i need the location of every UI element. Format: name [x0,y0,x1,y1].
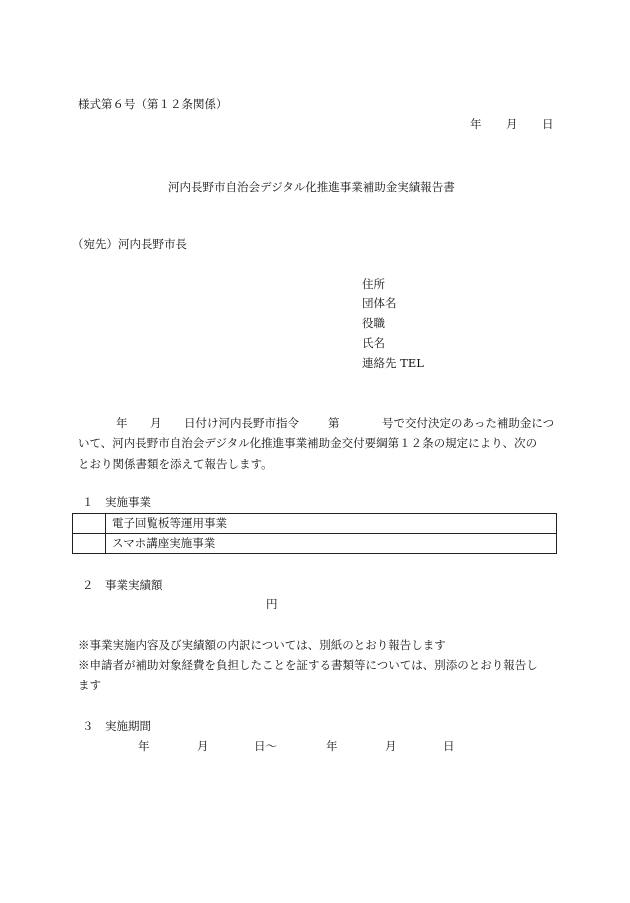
section3-heading: ３ 実施期間 [82,719,151,733]
body-month: 月 [150,416,162,430]
note-2-line-1: ※申請者が補助対象経費を負担したことを証する書類等については、別添のとおり報告し [78,658,538,672]
header-date-month: 月 [506,117,518,131]
period [0,741,630,755]
body-year: 年 [116,416,128,430]
period-end-day: 日 [443,739,455,753]
table-row [73,514,557,534]
amount-unit: 円 [266,597,278,611]
body-date-ref: 日付け河内長野市指令 [184,416,299,430]
section1-heading: １ 実施事業 [82,495,151,509]
business-table [72,513,557,554]
field-position: 役職 [362,316,385,330]
note-2-line-2: ます [78,678,101,692]
body-dai: 第 [328,416,340,430]
checkbox-cell[interactable] [73,534,106,554]
period-start-year: 年 [138,739,150,753]
item-label: スマホ講座実施事業 [106,534,557,554]
period-end-month: 月 [385,739,397,753]
header-date [0,119,630,133]
field-contact-tel: 連絡先 TEL [362,356,424,370]
checkbox-cell[interactable] [73,514,106,534]
body-line-3: とおり関係書類を添えて報告します。 [78,457,273,471]
body-line1-rest: 号で交付決定のあった補助金につ [382,416,555,430]
note-1: ※事業実施内容及び実績額の内訳については、別紙のとおり報告します [78,638,446,652]
item-label: 電子回覧板等運用事業 [106,514,557,534]
addressee: （宛先）河内長野市長 [72,237,187,251]
body-line-2: いて、河内長野市自治会デジタル化推進事業補助金交付要綱第１２条の規定により、次の [78,436,538,450]
section2-heading: ２ 事業実績額 [82,578,163,592]
field-organization: 団体名 [362,296,397,310]
document-title: 河内長野市自治会デジタル化推進事業補助金実績報告書 [168,180,455,194]
form-number: 様式第６号（第１２条関係） [78,97,228,111]
body-paragraph [78,418,558,478]
header-date-year: 年 [470,117,482,131]
period-start-day: 日～ [254,739,277,753]
table-row [73,534,557,554]
header-date-day: 日 [542,117,554,131]
period-end-year: 年 [326,739,338,753]
period-start-month: 月 [197,739,209,753]
field-name: 氏名 [362,336,385,350]
field-address: 住所 [362,277,385,291]
